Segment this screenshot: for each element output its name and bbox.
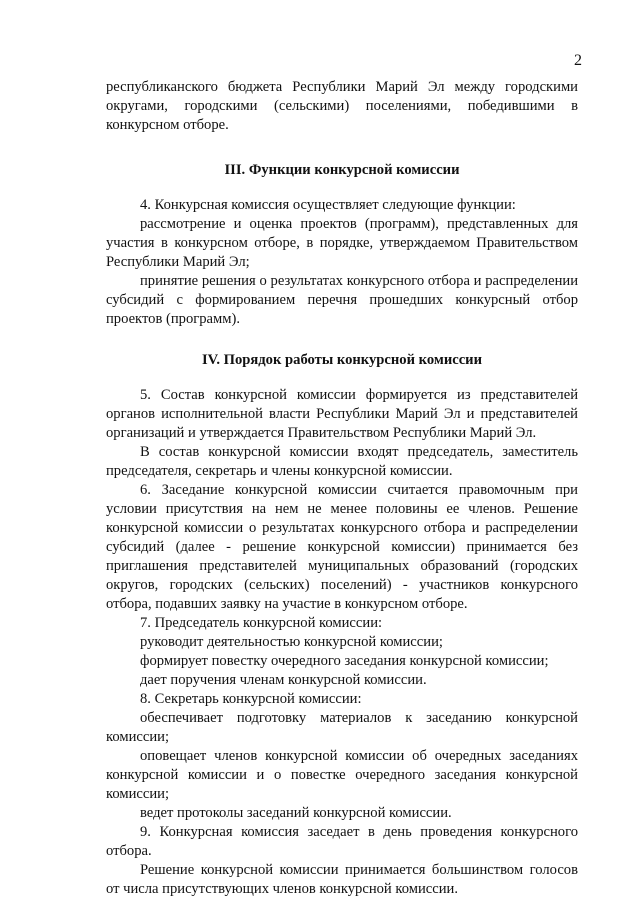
page-number: 2 — [574, 52, 582, 69]
section-3-paragraph: принятие решения о результатах конкурсного отбора и распределении субсидий с формированием перечня прошедших конкурсный отбор проектов (программ). — [106, 273, 578, 327]
section-4-paragraph: 8. Секретарь конкурсной комиссии: — [140, 691, 362, 707]
document-body — [106, 78, 578, 899]
section-3-paragraph: рассмотрение и оценка проектов (программ), представленных для участия в конкурсном отборе, в порядке, утверждаемом Правительством Республики Марий Эл; — [106, 216, 578, 270]
section-4-paragraph: обеспечивает подготовку материалов к заседанию конкурсной комиссии; — [106, 710, 578, 745]
section-3-paragraph: 4. Конкурсная комиссия осуществляет следующие функции: — [140, 197, 516, 213]
section-4-paragraph: ведет протоколы заседаний конкурсной комиссии. — [140, 805, 452, 821]
section-4-paragraph: дает поручения членам конкурсной комиссии. — [140, 672, 427, 688]
section-4-heading: IV. Порядок работы конкурсной комиссии — [202, 352, 482, 368]
section-4-paragraph: оповещает членов конкурсной комиссии об очередных заседаниях конкурсной комиссии и о повестке очередного заседания конкурсной комиссии; — [106, 748, 578, 802]
section-4-paragraph: В состав конкурсной комиссии входят председатель, заместитель председателя, секретарь и члены конкурсной комиссии. — [106, 444, 578, 479]
section-4-paragraph: формирует повестку очередного заседания конкурсной комиссии; — [140, 653, 549, 669]
section-4-paragraph: Решение конкурсной комиссии принимается большинством голосов от числа присутствующих членов конкурсной комиссии. — [106, 862, 578, 897]
section-3-heading: III. Функции конкурсной комиссии — [224, 162, 460, 178]
section-4-paragraph: 5. Состав конкурсной комиссии формируется из представителей органов исполнительной власти Республики Марий Эл и представителей организаций и утверждается Правительством Республики Марий Эл. — [106, 387, 578, 441]
section-4-paragraph: 6. Заседание конкурсной комиссии считается правомочным при условии присутствия на нем не менее половины ее членов. Решение конкурсной комиссии о результатах конкурсного отбора и распределении субсидий (далее - решение конкурсной комиссии) принимается без приглашения представителей муниципальных образований (городских округов, городских (сельских) поселений) - участников конкурсного отбора, подавших заявку на участие в конкурсном отборе. — [106, 482, 578, 612]
section-4-paragraph: 9. Конкурсная комиссия заседает в день проведения конкурсного отбора. — [106, 824, 578, 859]
section-4-paragraph: руководит деятельностью конкурсной комиссии; — [140, 634, 443, 650]
intro-paragraph: республиканского бюджета Республики Марий Эл между городскими округами, городскими (сельскими) поселениями, победившими в конкурсном отборе. — [106, 79, 578, 133]
section-4-paragraph: 7. Председатель конкурсной комиссии: — [140, 615, 383, 631]
